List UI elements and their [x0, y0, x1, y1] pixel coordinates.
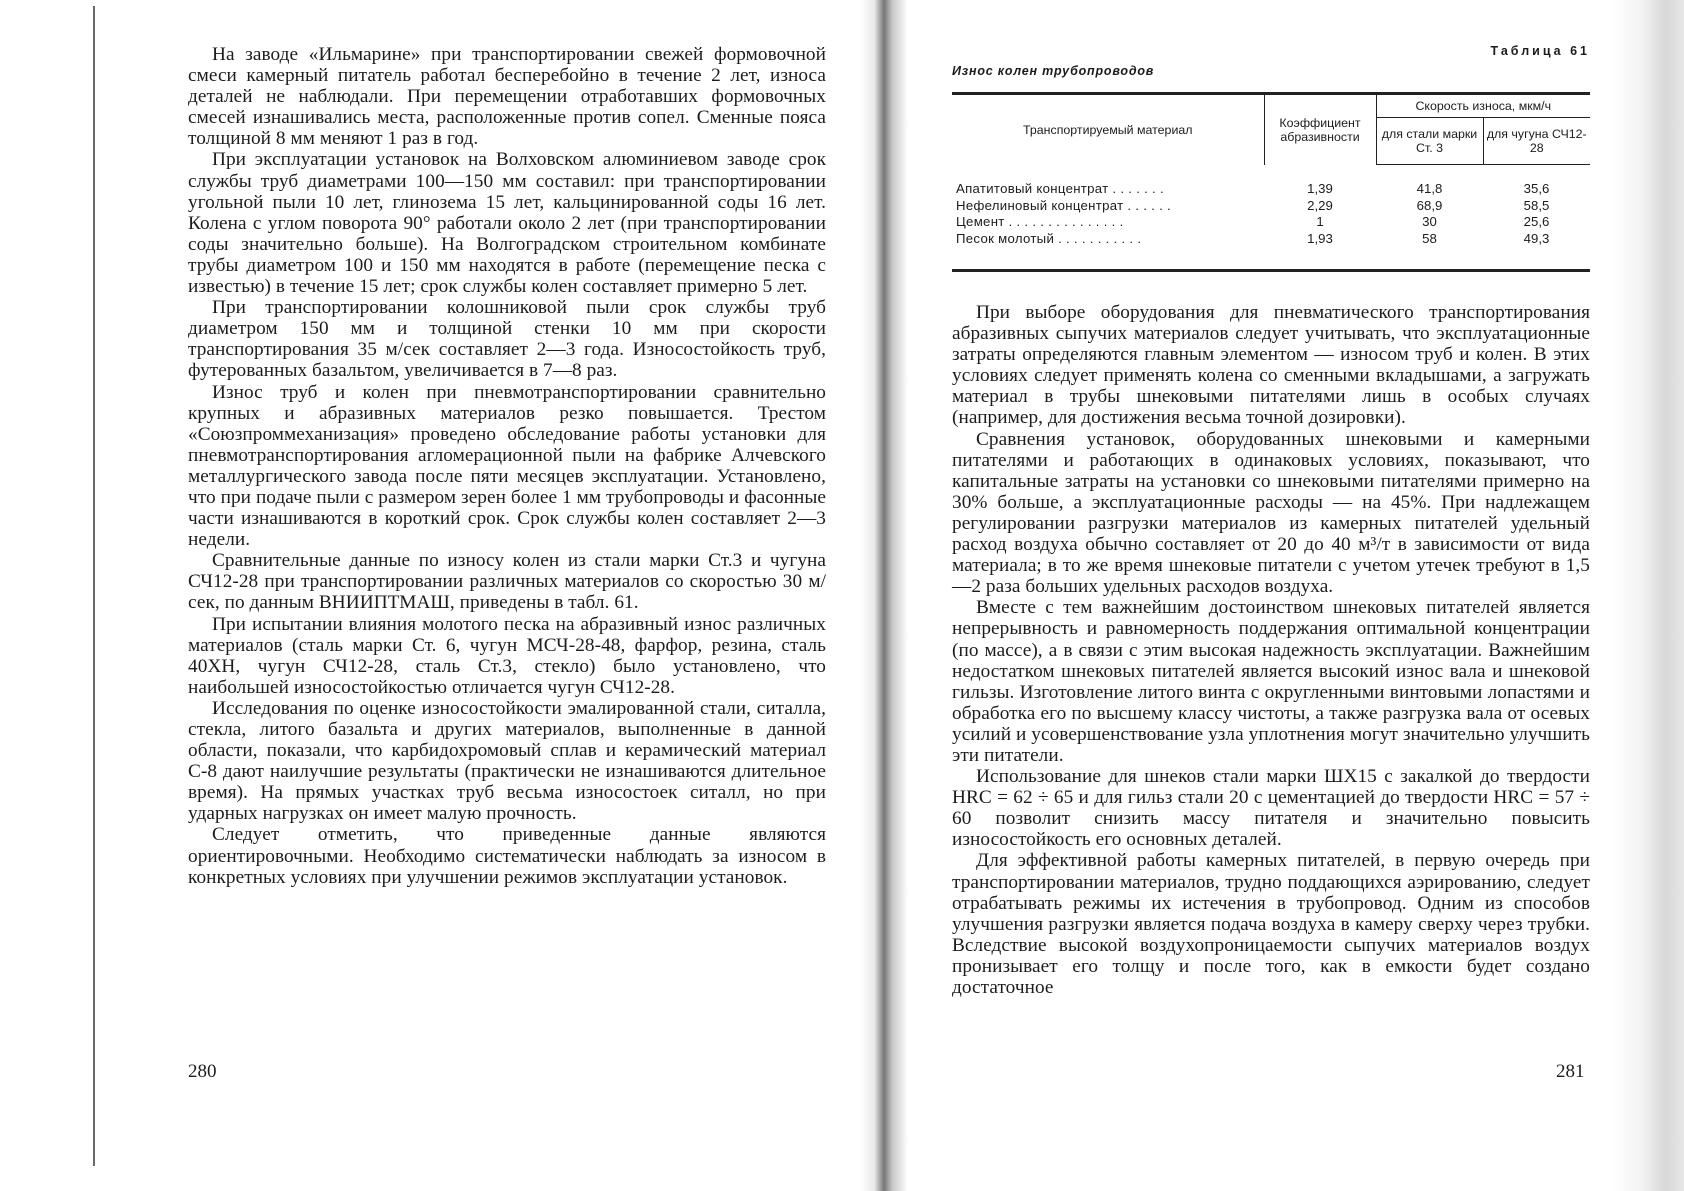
- cell-steel: 68,9: [1416, 197, 1443, 213]
- header-iron: для чугуна СЧ12-28: [1483, 118, 1590, 165]
- left-binding-line: [93, 6, 95, 1166]
- wear-table: [952, 92, 1590, 272]
- paragraph: Для эффективной работы камерных питателей, в первую очередь при транспортировании материалов, трудно поддающихся аэрированию, следует отрабатывать режимы их истечения в трубопровод. Одним из способов улучшения разгрузки является подача воздуха в камеру сверху через трубки. Вследствие высокой воздухопроницаемости сыпучих материалов воздух пронизывает его толщу и после того, как в емкости будет создано достаточное: [952, 850, 1590, 998]
- cell-iron: 58,5: [1523, 197, 1550, 213]
- cell-coefficient: 1,39: [1307, 180, 1333, 196]
- cell-material: Апатитовый концентрат . . . . . . .: [956, 180, 1164, 196]
- table-label: Таблица 61: [1490, 44, 1590, 58]
- book-gutter: [860, 0, 908, 1191]
- table-row: [952, 214, 1590, 231]
- cell-coefficient: 1,93: [1264, 231, 1376, 271]
- cell-material: Песок молотый . . . . . . . . . . .: [952, 231, 1264, 271]
- header-coefficient: Коэффициент абразивности: [1264, 94, 1376, 165]
- paragraph: При эксплуатации установок на Волховском алюминиевом заводе срок службы труб диаметрами 100—150 мм составил: при транспортировании угольной пыли 10 лет, глинозема 15 лет, кальцинированной соды 16 лет. Колена с углом поворота 90° работали около 2 лет (при транспортировании соды значительно больше). На Волгоградском строительном комбинате трубы диаметром 100 и 150 мм находятся в работе (перемещение песка с известью) в течение 15 лет; срок службы колен составляет примерно 5 лет.: [188, 149, 826, 298]
- table-row: [952, 165, 1590, 198]
- table-title: Износ колен трубопроводов: [952, 64, 1155, 78]
- cell-coefficient: 2,29: [1307, 197, 1333, 213]
- cell-iron: 49,3: [1483, 231, 1590, 271]
- paragraph: Следует отметить, что приведенные данные являются ориентировочными. Необходимо систематически наблюдать за износом в конкретных условиях при улучшении режимов эксплуатации установок.: [188, 824, 826, 888]
- paragraph: Износ труб и колен при пневмотранспортировании сравнительно крупных и абразивных материалов резко повышается. Трестом «Союзпроммеханизация» проведено обследование работы установки для пневмотранспортирования агломерационной пыли на фабрике Алчевского металлургического завода после пяти месяцев эксплуатации. Установлено, что при подаче пыли с размером зерен более 1 мм трубопроводы и фасонные части изнашиваются в короткий срок. Срок службы колен составляет 2—3 недели.: [188, 381, 826, 551]
- cell-material: Цемент . . . . . . . . . . . . . . .: [956, 214, 1124, 230]
- cell-material: Нефелиновый концентрат . . . . . .: [956, 197, 1171, 213]
- header-speed: Скорость износа, мкм/ч: [1376, 94, 1590, 118]
- paragraph: Использование для шнеков стали марки ШХ15 с закалкой до твердости HRC = 62 ÷ 65 и для гильз стали 20 с цементацией до твердости HRC = 57 ÷ 60 позволит снизить массу питателя и значительно повысить износостойкость его основных деталей.: [952, 766, 1590, 851]
- paragraph: Вместе с тем важнейшим достоинством шнековых питателей является непрерывность и равномерность поддержания оптимальной концентрации (по массе), а в связи с этим высокая надежность эксплуатации. Важнейшим недостатком шнековых питателей является высокий износ вала и шнековой гильзы. Изготовление литого винта с округленными винтовыми лопастями и обработка его по высшему классу чистоты, а также разгрузка вала от осевых усилий и усовершенствование узла уплотнения могут значительно улучшить эти питатели.: [952, 597, 1590, 766]
- paragraph: Сравнения установок, оборудованных шнековыми и камерными питателями и работающих в одинаковых условиях, показывают, что капитальные затраты на установки со шнековыми питателями примерно на 30% больше, а эксплуатационные расходы — на 45%. При надлежащем регулировании разгрузки материалов из камерных питателей удельный расход воздуха обычно составляет от 20 до 40 м³/т в зависимости от вида материала; в то же время шнековые питатели с учетом утечек требуют в 1,5—2 раза больших удельных расходов воздуха.: [952, 428, 1590, 598]
- paragraph: При выборе оборудования для пневматического транспортирования абразивных сыпучих материалов следует учитывать, что эксплуатационные затраты определяются главным элементом — износом труб и колен. В этих условиях следует применять колена со сменными вкладышами, а загружать материал в трубы шнековыми питателями лишь в особых случаях (например, для достижения весьма точной дозировки).: [952, 302, 1590, 429]
- cell-steel: 30: [1422, 214, 1437, 230]
- left-page-body: [188, 44, 826, 888]
- cell-iron: 25,6: [1523, 214, 1550, 230]
- table-row: [952, 231, 1590, 271]
- cell-coefficient: 1: [1316, 214, 1324, 230]
- page-number-right: 281: [1556, 1061, 1585, 1082]
- paragraph: Сравнительные данные по износу колен из стали марки Ст.3 и чугуна СЧ12-28 при транспортировании различных материалов со скоростью 30 м/сек, по данным ВНИИПТМАШ, приведены в табл. 61.: [188, 550, 826, 614]
- cell-iron: 35,6: [1523, 181, 1550, 196]
- table-row: [952, 198, 1590, 215]
- cell-steel: 58: [1376, 231, 1483, 271]
- page-edge-shadow: [1612, 0, 1684, 1191]
- paragraph: На заводе «Ильмарине» при транспортировании свежей формовочной смеси камерный питатель работал бесперебойно в течение 2 лет, износа деталей не наблюдали. При перемещении отработавших формовочных смесей изнашивались места, расположенные против сопел. Сменные пояса толщиной 8 мм меняют 1 раз в год.: [188, 44, 826, 150]
- paragraph: При транспортировании колошниковой пыли срок службы труб диаметром 150 мм и толщиной стенки 10 мм при скорости транспортирования 35 м/сек составляет 2—3 года. Износостойкость труб, футерованных базальтом, увеличивается в 7—8 раз.: [188, 297, 826, 382]
- right-page-body: [952, 302, 1590, 998]
- left-page: [188, 44, 826, 888]
- header-material: Транспортируемый материал: [952, 94, 1264, 165]
- paragraph: При испытании влияния молотого песка на абразивный износ различных материалов (сталь марки Ст. 6, чугун МСЧ-28-48, фарфор, резина, сталь 40ХН, чугун СЧ12-28, сталь Ст.3, стекло) было установлено, что наибольшей износостойкостью отличается чугун СЧ12-28.: [188, 613, 826, 698]
- cell-steel: 41,8: [1416, 181, 1443, 196]
- header-steel: для стали марки Ст. 3: [1376, 118, 1483, 165]
- page-number-left: 280: [188, 1061, 217, 1082]
- paragraph: Исследования по оценке износостойкости эмалированной стали, ситалла, стекла, литого базальта и других материалов, выполненные в данной области, показали, что карбидохромовый сплав и керамический материал С-8 дают наилучшие результаты (практически не изнашиваются длительное время). На прямых участках труб весьма износостоек ситалл, но при ударных нагрузках он имеет малую прочность.: [188, 697, 826, 825]
